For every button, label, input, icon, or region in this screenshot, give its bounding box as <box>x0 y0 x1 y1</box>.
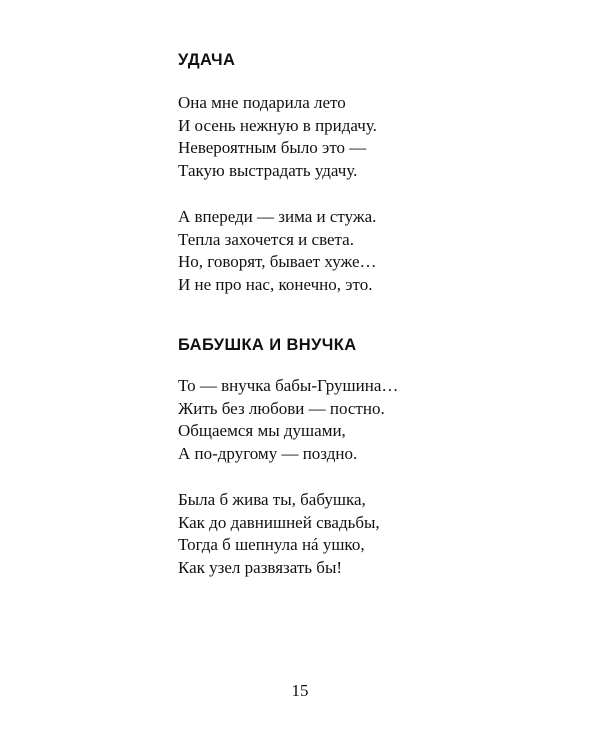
page-number: 15 <box>291 681 309 700</box>
verse-line: Но, говорят, бывает хуже… <box>178 252 377 271</box>
verse-line: Она мне подарила лето <box>178 93 346 112</box>
verse-line: То — внучка бабы-Грушина… <box>178 376 399 395</box>
stanza <box>178 375 478 465</box>
verse-line: Тогда б шепнула нá ушко, <box>178 535 365 554</box>
verse-line: И не про нас, конечно, это. <box>178 274 373 294</box>
poems-column <box>178 42 478 579</box>
verse-line: Невероятным было это — <box>178 138 367 157</box>
stanza <box>178 206 478 296</box>
poem-title: УДАЧА <box>178 51 236 69</box>
verse-line: Как узел развязать бы! <box>178 557 343 577</box>
verse-line: Общаемся мы душами, <box>178 421 346 440</box>
verse-line: Тепла захочется и света. <box>178 229 354 249</box>
verse-line: Такую выстрадать удачу. <box>178 160 358 180</box>
verse-line: Как до давнишней свадьбы, <box>178 512 380 532</box>
verse-line: А впереди — зима и стужа. <box>178 207 377 226</box>
stanza <box>178 489 478 579</box>
stanza <box>178 92 478 182</box>
verse-line: Жить без любови — постно. <box>178 398 385 418</box>
verse-line: А по-другому — поздно. <box>178 443 358 463</box>
verse-line: И осень нежную в придачу. <box>178 115 377 135</box>
verse-line: Была б жива ты, бабушка, <box>178 490 366 509</box>
poem-title: БАБУШКА И ВНУЧКА <box>178 336 357 354</box>
